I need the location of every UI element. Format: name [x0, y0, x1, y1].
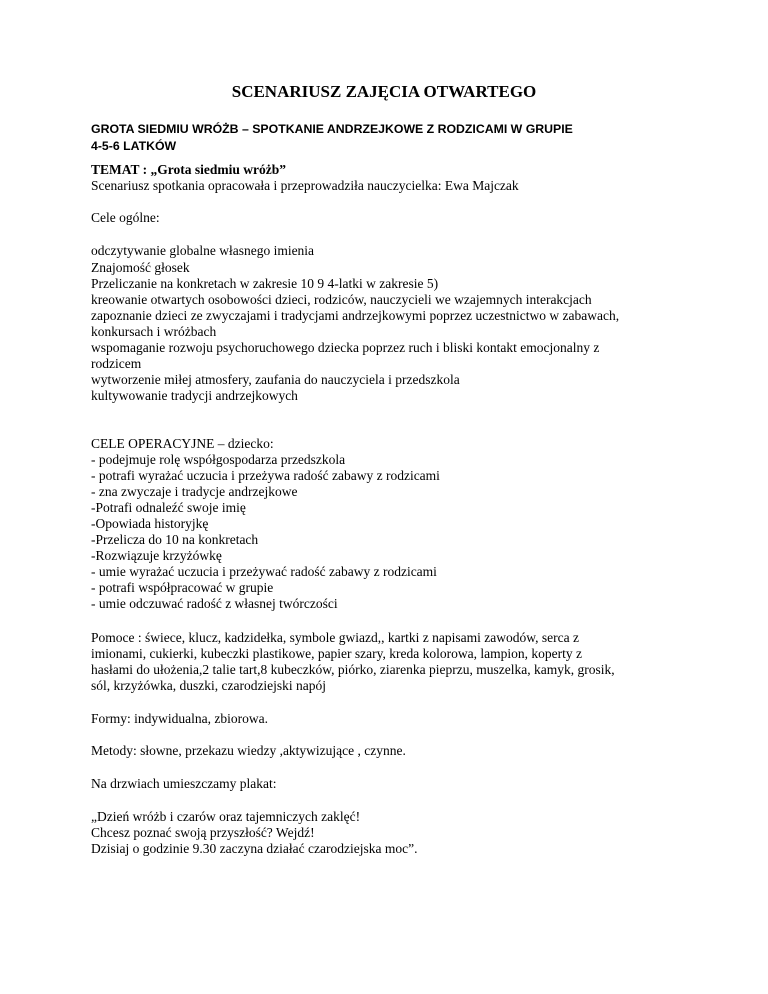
subtitle-line: 4-5-6 LATKÓW	[91, 139, 177, 153]
topic-heading: TEMAT : „Grota siedmiu wróżb”	[91, 162, 286, 177]
goal-item: odczytywanie globalne własnego imienia	[91, 243, 315, 258]
operational-goal-item: - umie odczuwać radość z własnej twórczości	[91, 596, 338, 611]
goals-heading: Cele ogólne:	[91, 210, 160, 225]
operational-goals-heading: CELE OPERACYJNE – dziecko:	[91, 436, 274, 451]
goal-item: zapoznanie dzieci ze zwyczajami i tradycjami andrzejkowymi poprzez uczestnictwo w zabawach,	[91, 308, 620, 323]
operational-goal-item: - potrafi wyrażać uczucia i przeżywa radość zabawy z rodzicami	[91, 468, 440, 483]
poster-intro: Na drzwiach umieszczamy plakat:	[91, 776, 277, 791]
operational-goal-item: -Opowiada historyjkę	[91, 516, 209, 531]
poster-line: Dzisiaj o godzinie 9.30 zaczyna działać czarodziejska moc”.	[91, 841, 418, 856]
operational-goal-item: - zna zwyczaje i tradycje andrzejkowe	[91, 484, 298, 499]
author-line: Scenariusz spotkania opracowała i przeprowadziła nauczycielka: Ewa Majczak	[91, 178, 519, 193]
forms-line: Formy: indywidualna, zbiorowa.	[91, 711, 268, 726]
goal-item: rodzicem	[91, 356, 142, 371]
document-title: SCENARIUSZ ZAJĘCIA OTWARTEGO	[231, 82, 537, 101]
materials-line: imionami, cukierki, kubeczki plastikowe, papier szary, kreda kolorowa, lampion, koperty z	[91, 646, 582, 661]
materials-line: sól, krzyżówka, duszki, czarodziejski napój	[91, 678, 327, 693]
operational-goal-item: -Przelicza do 10 na konkretach	[91, 532, 259, 547]
operational-goal-item: -Rozwiązuje krzyżówkę	[91, 548, 222, 563]
document-subtitle	[91, 121, 691, 155]
goal-item: wspomaganie rozwoju psychoruchowego dziecka poprzez ruch i bliski kontakt emocjonalny z	[91, 340, 600, 355]
goal-item: kultywowanie tradycji andrzejkowych	[91, 388, 298, 403]
goal-item: kreowanie otwartych osobowości dzieci, rodziców, nauczycieli we wzajemnych interakcjach	[91, 292, 592, 307]
materials-line: hasłami do ułożenia,2 talie tart,8 kubeczków, piórko, ziarenka pieprzu, muszelka, kamyk, grosik,	[91, 662, 615, 677]
operational-goal-item: - potrafi współpracować w grupie	[91, 580, 274, 595]
operational-goal-item: -Potrafi odnaleźć swoje imię	[91, 500, 246, 515]
operational-goal-item: - umie wyrażać uczucia i przeżywać radość zabawy z rodzicami	[91, 564, 437, 579]
goal-item: konkursach i wróżbach	[91, 324, 217, 339]
operational-goal-item: - podejmuje rolę współgospodarza przedszkola	[91, 452, 346, 467]
poster-line: „Dzień wróżb i czarów oraz tajemniczych zaklęć!	[91, 809, 361, 824]
subtitle-line: GROTA SIEDMIU WRÓŻB – SPOTKANIE ANDRZEJKOWE Z RODZICAMI W GRUPIE	[91, 122, 573, 136]
poster-line: Chcesz poznać swoją przyszłość? Wejdź!	[91, 825, 315, 840]
goal-item: Przeliczanie na konkretach w zakresie 10 9 4-latki w zakresie 5)	[91, 276, 439, 291]
materials-line: Pomoce : świece, klucz, kadzidełka, symbole gwiazd,, kartki z napisami zawodów, serca z	[91, 630, 579, 645]
goal-item: Znajomość głosek	[91, 260, 190, 275]
methods-line: Metody: słowne, przekazu wiedzy ,aktywizujące , czynne.	[91, 743, 406, 758]
goal-item: wytworzenie miłej atmosfery, zaufania do nauczyciela i przedszkola	[91, 372, 460, 387]
